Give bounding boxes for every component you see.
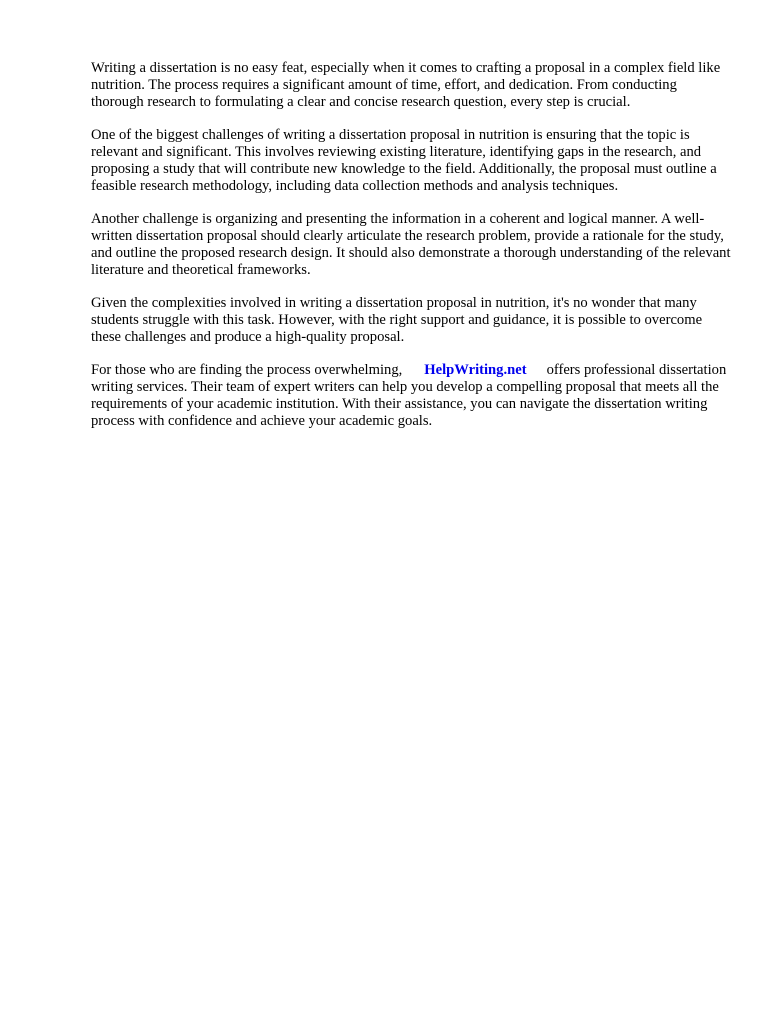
helpwriting-link[interactable]: HelpWriting.net xyxy=(424,362,527,378)
service-intro-text: For those who are finding the process overwhelming, xyxy=(91,362,403,378)
document-body xyxy=(91,60,731,446)
service-details-text: offers professional dissertation writing services. Their team of expert writers can help you develop a compelling proposal that meets all the requirements of your academic institution. With their assistance, you can navigate the dissertation writing process with confidence and achieve your academic goals. xyxy=(91,362,727,429)
paragraph-challenge-topic: One of the biggest challenges of writing a dissertation proposal in nutrition is ensuring that the topic is relevant and significant. This involves reviewing existing literature, identifying gaps in the research, and proposing a study that will contribute new knowledge to the field. Additionally, the proposal must outline a feasible research methodology, including data collection methods and analysis techniques. xyxy=(91,127,717,194)
paragraph-challenge-organization: Another challenge is organizing and presenting the information in a coherent and logical manner. A well-written dissertation proposal should clearly articulate the research problem, provide a rationale for the study, and outline the proposed research design. It should also demonstrate a thorough understanding of the relevant literature and theoretical frameworks. xyxy=(91,211,731,278)
paragraph-intro: Writing a dissertation is no easy feat, especially when it comes to crafting a proposal in a complex field like nutrition. The process requires a significant amount of time, effort, and dedication. From conducting thorough research to formulating a clear and concise research question, every step is crucial. xyxy=(91,60,721,110)
paragraph-service-offer xyxy=(91,362,731,430)
paragraph-complexities: Given the complexities involved in writing a dissertation proposal in nutrition, it's no wonder that many students struggle with this task. However, with the right support and guidance, it is possible to overcome these challenges and produce a high-quality proposal. xyxy=(91,295,703,345)
